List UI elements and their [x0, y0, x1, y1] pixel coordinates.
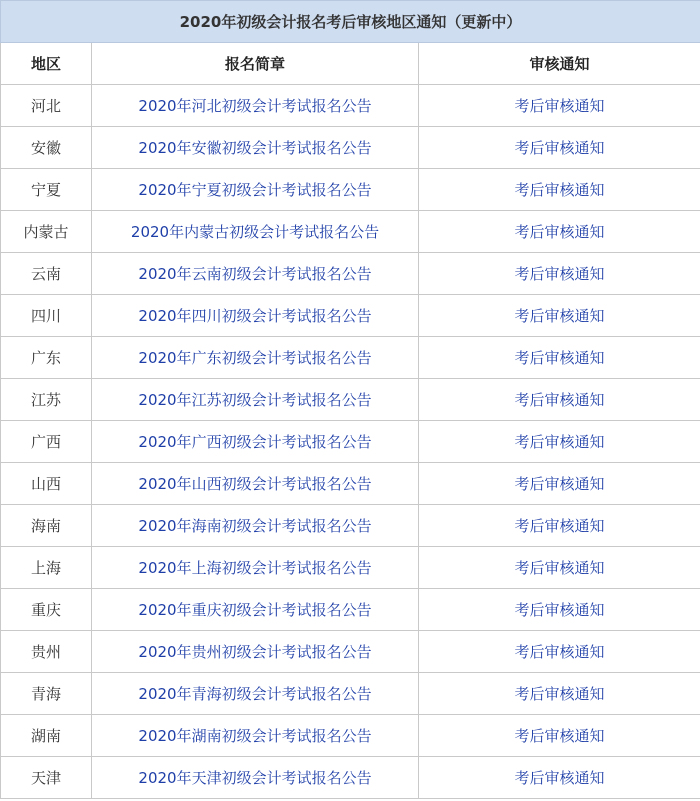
- region-cell: 安徽: [1, 127, 92, 169]
- region-cell: 天津: [1, 757, 92, 799]
- registration-notice-link[interactable]: 2020年山西初级会计考试报名公告: [138, 475, 372, 493]
- review-notice-link[interactable]: 考后审核通知: [514, 517, 605, 535]
- notice-cell: [92, 463, 419, 505]
- review-cell: [419, 337, 700, 379]
- region-cell: 重庆: [1, 589, 92, 631]
- review-cell: [419, 715, 700, 757]
- table-row: [1, 253, 700, 295]
- table-row: [1, 505, 700, 547]
- table-row: [1, 463, 700, 505]
- review-notice-link[interactable]: 考后审核通知: [514, 139, 605, 157]
- region-cell: 海南: [1, 505, 92, 547]
- registration-notice-link[interactable]: 2020年上海初级会计考试报名公告: [138, 559, 372, 577]
- review-cell: [419, 505, 700, 547]
- review-notice-link[interactable]: 考后审核通知: [514, 349, 605, 367]
- notice-cell: [92, 421, 419, 463]
- notice-cell: [92, 253, 419, 295]
- registration-notice-link[interactable]: 2020年广东初级会计考试报名公告: [138, 349, 372, 367]
- review-cell: [419, 85, 700, 127]
- review-notice-link[interactable]: 考后审核通知: [514, 223, 605, 241]
- review-notice-link[interactable]: 考后审核通知: [514, 559, 605, 577]
- registration-notice-link[interactable]: 2020年内蒙古初级会计考试报名公告: [130, 223, 380, 241]
- review-notice-link[interactable]: 考后审核通知: [514, 433, 605, 451]
- registration-notice-link[interactable]: 2020年重庆初级会计考试报名公告: [138, 601, 372, 619]
- registration-notice-link[interactable]: 2020年四川初级会计考试报名公告: [138, 307, 372, 325]
- table-row: [1, 589, 700, 631]
- column-header-notice: 报名简章: [92, 43, 419, 85]
- table-body: [1, 85, 700, 799]
- review-cell: [419, 169, 700, 211]
- registration-notice-link[interactable]: 2020年海南初级会计考试报名公告: [138, 517, 372, 535]
- registration-notice-link[interactable]: 2020年广西初级会计考试报名公告: [138, 433, 372, 451]
- notice-cell: [92, 547, 419, 589]
- table-row: [1, 379, 700, 421]
- review-notice-link[interactable]: 考后审核通知: [514, 601, 605, 619]
- notice-cell: [92, 85, 419, 127]
- registration-notice-link[interactable]: 2020年河北初级会计考试报名公告: [138, 97, 372, 115]
- region-cell: 宁夏: [1, 169, 92, 211]
- review-notice-link[interactable]: 考后审核通知: [514, 265, 605, 283]
- notice-cell: [92, 169, 419, 211]
- review-cell: [419, 127, 700, 169]
- column-header-region: 地区: [1, 43, 92, 85]
- table-row: [1, 85, 700, 127]
- notice-cell: [92, 505, 419, 547]
- notice-cell: [92, 379, 419, 421]
- table-row: [1, 757, 700, 799]
- notice-cell: [92, 127, 419, 169]
- region-cell: 云南: [1, 253, 92, 295]
- review-cell: [419, 379, 700, 421]
- review-notice-link[interactable]: 考后审核通知: [514, 307, 605, 325]
- registration-notice-link[interactable]: 2020年云南初级会计考试报名公告: [138, 265, 372, 283]
- review-cell: [419, 757, 700, 799]
- review-notice-link[interactable]: 考后审核通知: [514, 769, 605, 787]
- region-cell: 湖南: [1, 715, 92, 757]
- table-row: [1, 631, 700, 673]
- table-row: [1, 127, 700, 169]
- review-notice-link[interactable]: 考后审核通知: [514, 181, 605, 199]
- notice-cell: [92, 211, 419, 253]
- registration-notice-link[interactable]: 2020年湖南初级会计考试报名公告: [138, 727, 372, 745]
- review-notice-link[interactable]: 考后审核通知: [514, 643, 605, 661]
- review-cell: [419, 631, 700, 673]
- review-notice-link[interactable]: 考后审核通知: [514, 475, 605, 493]
- region-cell: 江苏: [1, 379, 92, 421]
- review-cell: [419, 295, 700, 337]
- review-cell: [419, 547, 700, 589]
- review-cell: [419, 463, 700, 505]
- notice-cell: [92, 673, 419, 715]
- registration-notice-link[interactable]: 2020年贵州初级会计考试报名公告: [138, 643, 372, 661]
- registration-notice-link[interactable]: 2020年宁夏初级会计考试报名公告: [138, 181, 372, 199]
- table-row: [1, 715, 700, 757]
- registration-notice-link[interactable]: 2020年江苏初级会计考试报名公告: [138, 391, 372, 409]
- table-row: [1, 211, 700, 253]
- region-cell: 广东: [1, 337, 92, 379]
- region-cell: 四川: [1, 295, 92, 337]
- review-cell: [419, 421, 700, 463]
- review-cell: [419, 673, 700, 715]
- table-row: [1, 673, 700, 715]
- review-cell: [419, 211, 700, 253]
- table-row: [1, 421, 700, 463]
- table-title: 2020年初级会计报名考后审核地区通知（更新中）: [1, 1, 700, 43]
- notice-cell: [92, 589, 419, 631]
- registration-notice-link[interactable]: 2020年天津初级会计考试报名公告: [138, 769, 372, 787]
- registration-notice-link[interactable]: 2020年安徽初级会计考试报名公告: [138, 139, 372, 157]
- region-cell: 青海: [1, 673, 92, 715]
- table-row: [1, 295, 700, 337]
- notice-cell: [92, 295, 419, 337]
- notice-cell: [92, 631, 419, 673]
- review-notice-link[interactable]: 考后审核通知: [514, 97, 605, 115]
- notice-cell: [92, 757, 419, 799]
- region-cell: 上海: [1, 547, 92, 589]
- table-header-row: [1, 43, 700, 85]
- table-row: [1, 337, 700, 379]
- notice-cell: [92, 337, 419, 379]
- registration-notice-link[interactable]: 2020年青海初级会计考试报名公告: [138, 685, 372, 703]
- region-cell: 贵州: [1, 631, 92, 673]
- region-cell: 内蒙古: [1, 211, 92, 253]
- review-cell: [419, 253, 700, 295]
- table-title-row: [1, 1, 700, 43]
- review-notice-link[interactable]: 考后审核通知: [514, 391, 605, 409]
- review-cell: [419, 589, 700, 631]
- region-cell: 广西: [1, 421, 92, 463]
- region-cell: 河北: [1, 85, 92, 127]
- column-header-review: 审核通知: [419, 43, 700, 85]
- review-notice-link[interactable]: 考后审核通知: [514, 727, 605, 745]
- notice-cell: [92, 715, 419, 757]
- table-row: [1, 547, 700, 589]
- region-cell: 山西: [1, 463, 92, 505]
- review-notice-link[interactable]: 考后审核通知: [514, 685, 605, 703]
- table-row: [1, 169, 700, 211]
